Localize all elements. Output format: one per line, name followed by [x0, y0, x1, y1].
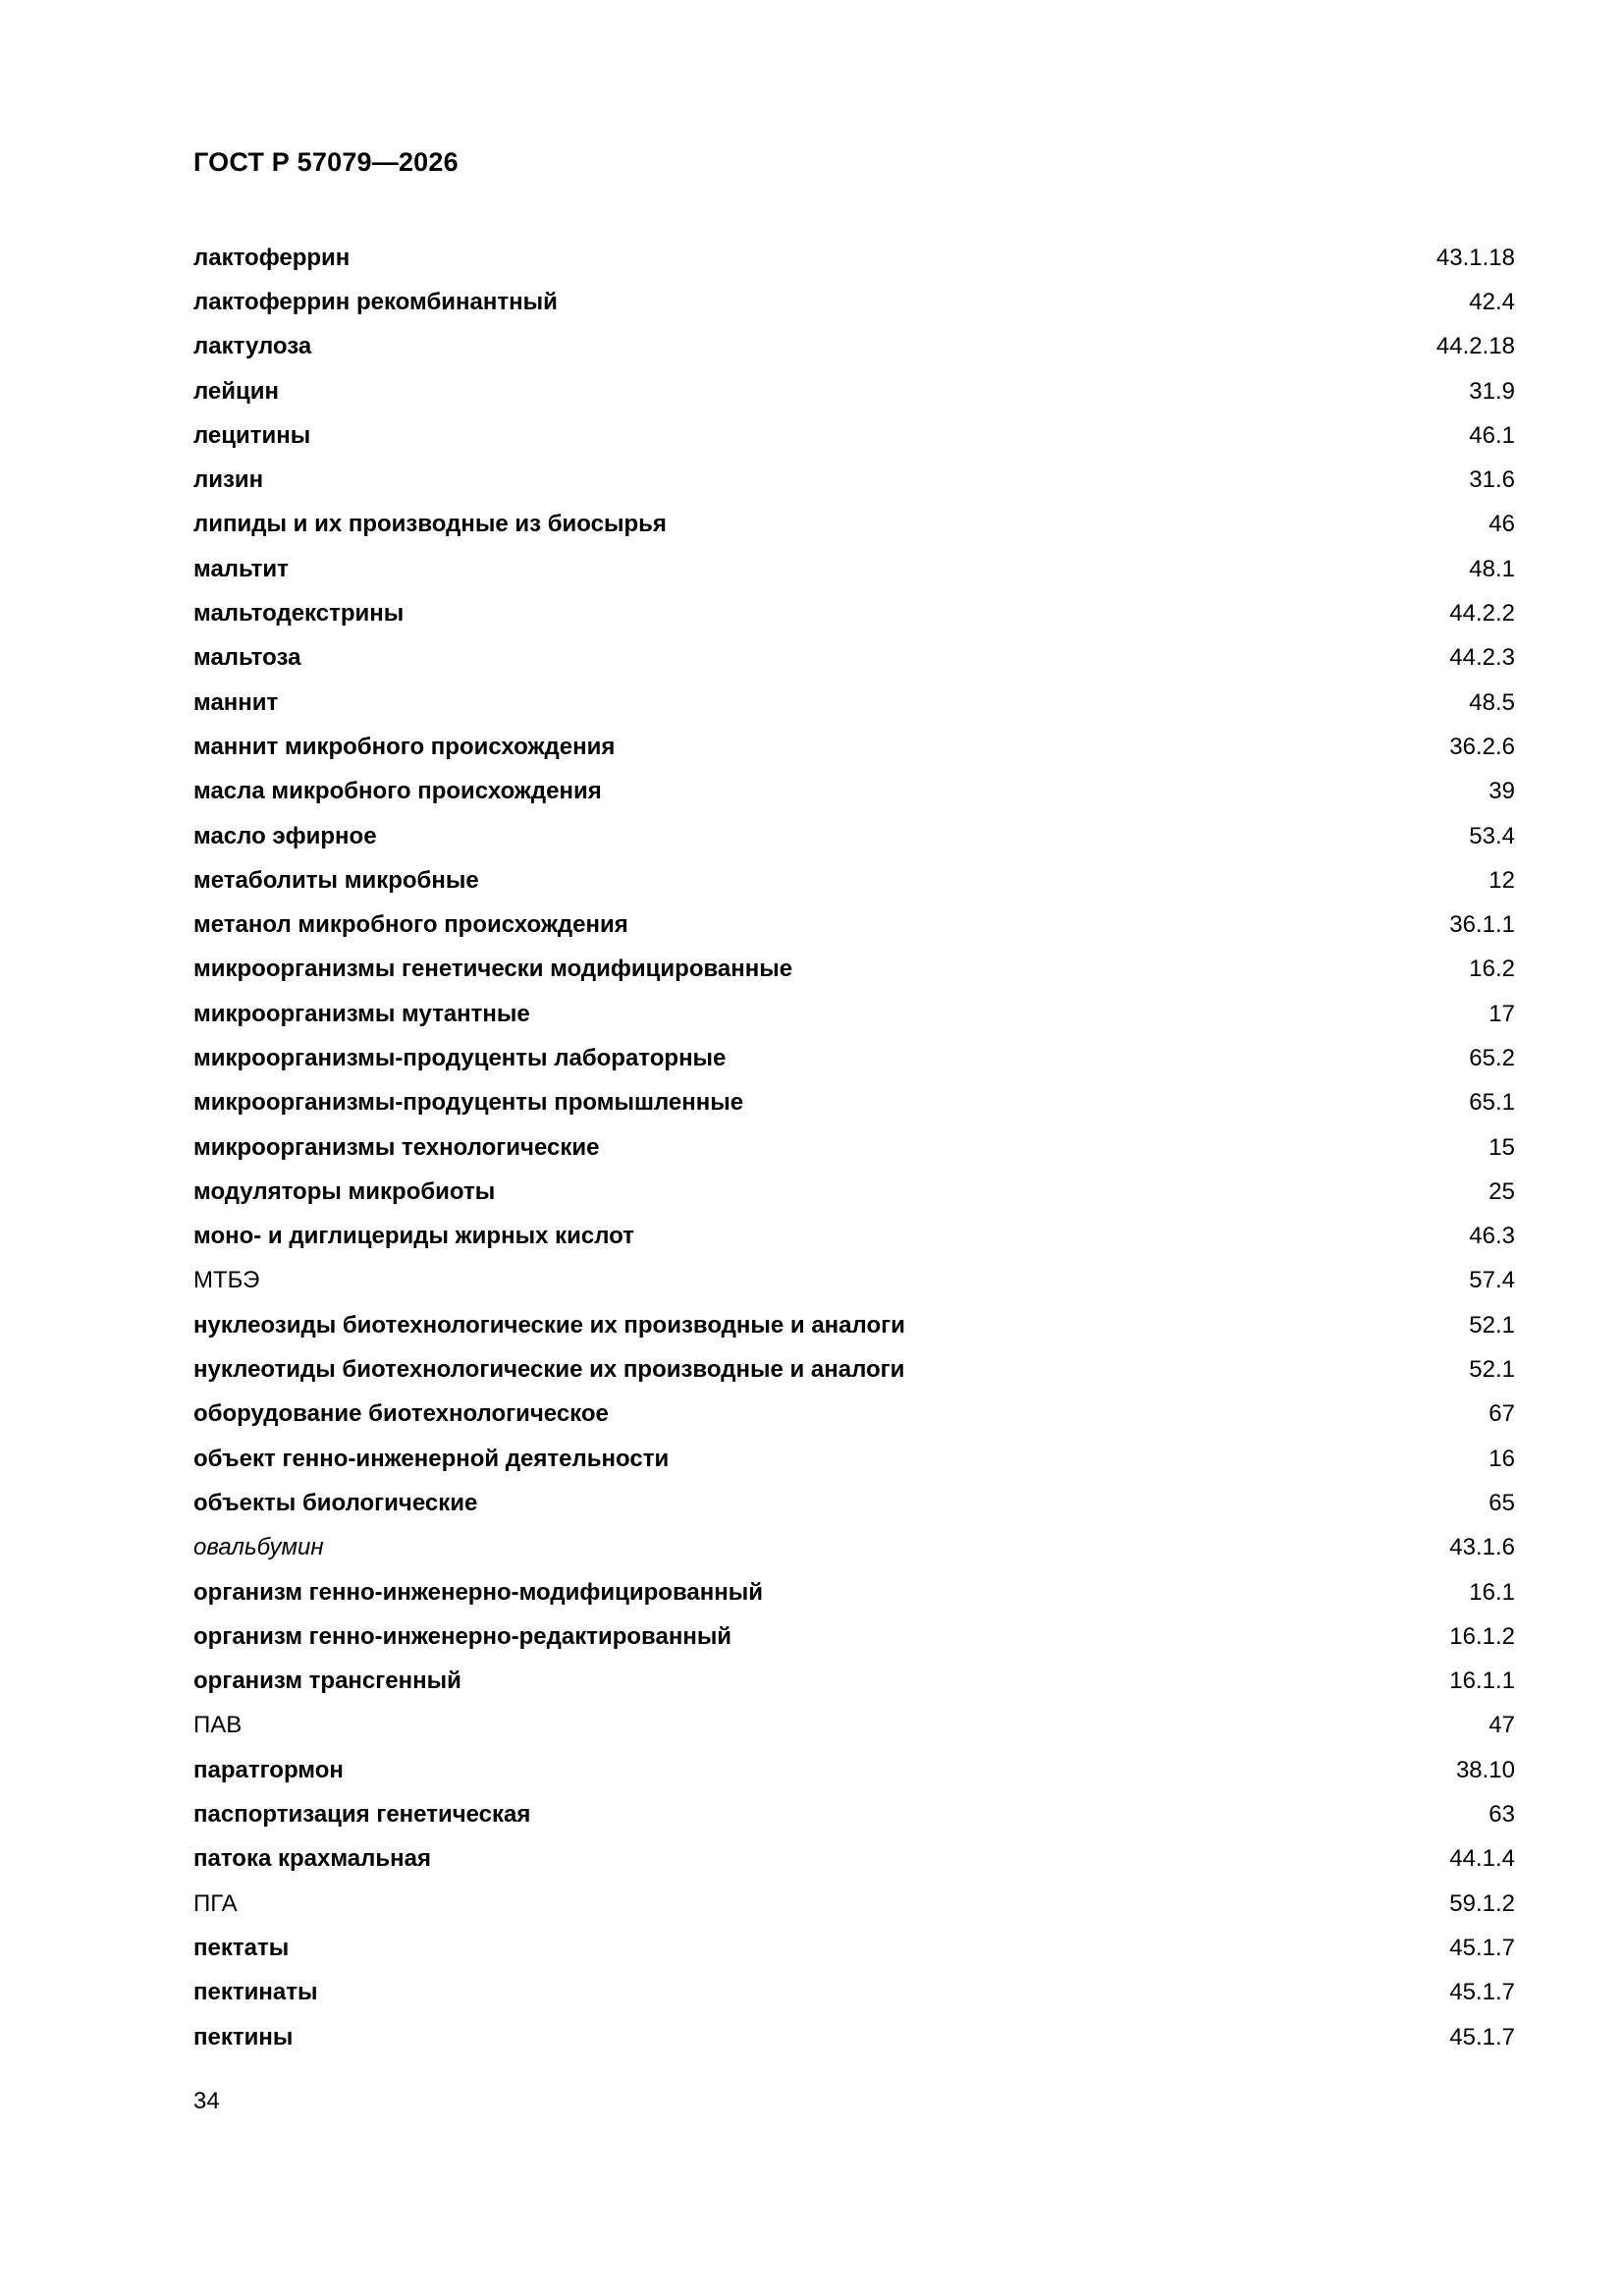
index-reference: 12: [1488, 866, 1515, 894]
index-term: организм генно-инженерно-модифицированный: [193, 1578, 763, 1606]
index-reference: 16.1: [1469, 1578, 1515, 1606]
index-entry: [193, 1170, 1515, 1214]
index-reference: 63: [1488, 1801, 1515, 1829]
index-term: паратгормон: [193, 1756, 344, 1783]
index-term: микроорганизмы генетически модифицированные: [193, 956, 793, 983]
page-number: 34: [193, 2088, 220, 2114]
index-entry: [193, 1036, 1515, 1080]
index-term: нуклеозиды биотехнологические их производные и аналоги: [193, 1311, 905, 1339]
index-reference: 16.1.1: [1449, 1667, 1515, 1695]
index-reference: 52.1: [1469, 1356, 1515, 1384]
index-entry: [193, 1792, 1515, 1836]
index-reference: 15: [1488, 1133, 1515, 1161]
index-entry: [193, 1481, 1515, 1525]
index-entry: [193, 1347, 1515, 1392]
index-reference: 44.2.3: [1449, 644, 1515, 672]
index-entry: [193, 458, 1515, 502]
index-term: микроорганизмы-продуценты промышленные: [193, 1089, 744, 1117]
index-entry: [193, 1748, 1515, 1792]
alphabetical-index: [193, 236, 1515, 2059]
index-entry: [193, 1837, 1515, 1882]
index-entry: [193, 1393, 1515, 1437]
index-entry: [193, 636, 1515, 681]
index-term: маннит: [193, 688, 279, 716]
index-term: организм трансгенный: [193, 1667, 461, 1695]
index-entry: [193, 2015, 1515, 2059]
index-reference: 59.1.2: [1449, 1889, 1515, 1917]
index-term: масло эфирное: [193, 822, 377, 849]
index-term: лизин: [193, 466, 264, 494]
index-reference: 44.2.2: [1449, 600, 1515, 628]
index-term: лактоферрин рекомбинантный: [193, 288, 558, 315]
index-reference: 36.1.1: [1449, 911, 1515, 939]
index-entry: [193, 1259, 1515, 1303]
index-reference: 31.6: [1469, 466, 1515, 494]
index-entry: [193, 503, 1515, 547]
index-entry: [193, 992, 1515, 1036]
index-entry: [193, 1882, 1515, 1926]
index-reference: 47: [1488, 1712, 1515, 1739]
index-term: мальтодекстрины: [193, 600, 405, 628]
index-term: организм генно-инженерно-редактированный: [193, 1622, 732, 1650]
index-reference: 44.2.18: [1435, 333, 1515, 360]
index-term: пектаты: [193, 1934, 290, 1961]
index-entry: [193, 1660, 1515, 1704]
index-term: оборудование биотехнологическое: [193, 1400, 609, 1428]
index-term: микроорганизмы-продуценты лабораторные: [193, 1044, 727, 1071]
index-term: маннит микробного происхождения: [193, 733, 616, 760]
index-entry: [193, 1570, 1515, 1614]
index-reference: 53.4: [1469, 822, 1515, 849]
index-term: микроорганизмы технологические: [193, 1133, 600, 1161]
index-term: метанол микробного происхождения: [193, 911, 628, 939]
index-term: пектины: [193, 2023, 294, 2050]
index-entry: [193, 1081, 1515, 1125]
index-reference: 45.1.7: [1449, 1979, 1515, 2006]
index-term: масла микробного происхождения: [193, 778, 602, 805]
index-reference: 65.2: [1469, 1044, 1515, 1071]
index-entry: [193, 1704, 1515, 1748]
index-entry: [193, 814, 1515, 858]
index-term: мальтоза: [193, 644, 301, 672]
index-entry: [193, 236, 1515, 280]
index-reference: 16: [1488, 1445, 1515, 1472]
index-reference: 67: [1488, 1400, 1515, 1428]
index-entry: [193, 725, 1515, 769]
index-entry: [193, 681, 1515, 725]
index-reference: 46.3: [1469, 1223, 1515, 1250]
index-term: моно- и диглицериды жирных кислот: [193, 1223, 634, 1250]
index-term: нуклеотиды биотехнологические их производные и аналоги: [193, 1356, 905, 1384]
index-term: мальтит: [193, 555, 289, 582]
index-entry: [193, 413, 1515, 458]
index-entry: [193, 280, 1515, 324]
index-entry: [193, 1437, 1515, 1481]
index-reference: 45.1.7: [1449, 2023, 1515, 2050]
index-reference: 25: [1488, 1177, 1515, 1205]
index-term: паспортизация генетическая: [193, 1801, 531, 1829]
index-reference: 16.1.2: [1449, 1622, 1515, 1650]
index-reference: 45.1.7: [1449, 1934, 1515, 1961]
index-term: лецитины: [193, 421, 311, 449]
index-term: лейцин: [193, 377, 280, 405]
index-reference: 42.4: [1469, 288, 1515, 315]
index-term: ПГА: [193, 1889, 238, 1917]
index-term: объекты биологические: [193, 1489, 478, 1516]
index-reference: 38.10: [1455, 1756, 1515, 1783]
index-term: овальбумин: [193, 1534, 324, 1561]
index-entry: [193, 1526, 1515, 1570]
index-reference: 39: [1488, 778, 1515, 805]
index-reference: 57.4: [1469, 1267, 1515, 1294]
index-entry: [193, 858, 1515, 902]
index-term: лактоферрин: [193, 244, 351, 271]
index-entry: [193, 591, 1515, 635]
index-reference: 65: [1488, 1489, 1515, 1516]
index-entry: [193, 325, 1515, 369]
index-reference: 43.1.18: [1435, 244, 1515, 271]
index-entry: [193, 1303, 1515, 1347]
index-entry: [193, 948, 1515, 992]
index-term: объект генно-инженерной деятельности: [193, 1445, 670, 1472]
index-term: модуляторы микробиоты: [193, 1177, 496, 1205]
index-entry: [193, 1926, 1515, 1970]
index-reference: 48.1: [1469, 555, 1515, 582]
index-reference: 46.1: [1469, 421, 1515, 449]
index-entry: [193, 1125, 1515, 1170]
index-term: патока крахмальная: [193, 1845, 431, 1873]
index-reference: 44.1.4: [1449, 1845, 1515, 1873]
index-reference: 46: [1488, 511, 1515, 538]
index-entry: [193, 369, 1515, 413]
index-reference: 36.2.6: [1449, 733, 1515, 760]
index-reference: 16.2: [1469, 956, 1515, 983]
index-reference: 43.1.6: [1449, 1534, 1515, 1561]
index-reference: 17: [1488, 1000, 1515, 1027]
index-reference: 48.5: [1469, 688, 1515, 716]
index-reference: 31.9: [1469, 377, 1515, 405]
index-term: микроорганизмы мутантные: [193, 1000, 530, 1027]
index-term: МТБЭ: [193, 1267, 260, 1294]
document-header: ГОСТ Р 57079—2026: [193, 147, 459, 177]
index-term: лактулоза: [193, 333, 312, 360]
index-entry: [193, 1614, 1515, 1659]
index-term: липиды и их производные из биосырья: [193, 511, 667, 538]
index-entry: [193, 1971, 1515, 2015]
index-entry: [193, 902, 1515, 947]
index-entry: [193, 770, 1515, 814]
index-term: пектинаты: [193, 1979, 318, 2006]
index-entry: [193, 547, 1515, 591]
index-reference: 65.1: [1469, 1089, 1515, 1117]
index-term: метаболиты микробные: [193, 866, 479, 894]
index-term: ПАВ: [193, 1712, 243, 1739]
index-reference: 52.1: [1469, 1311, 1515, 1339]
index-entry: [193, 1215, 1515, 1259]
